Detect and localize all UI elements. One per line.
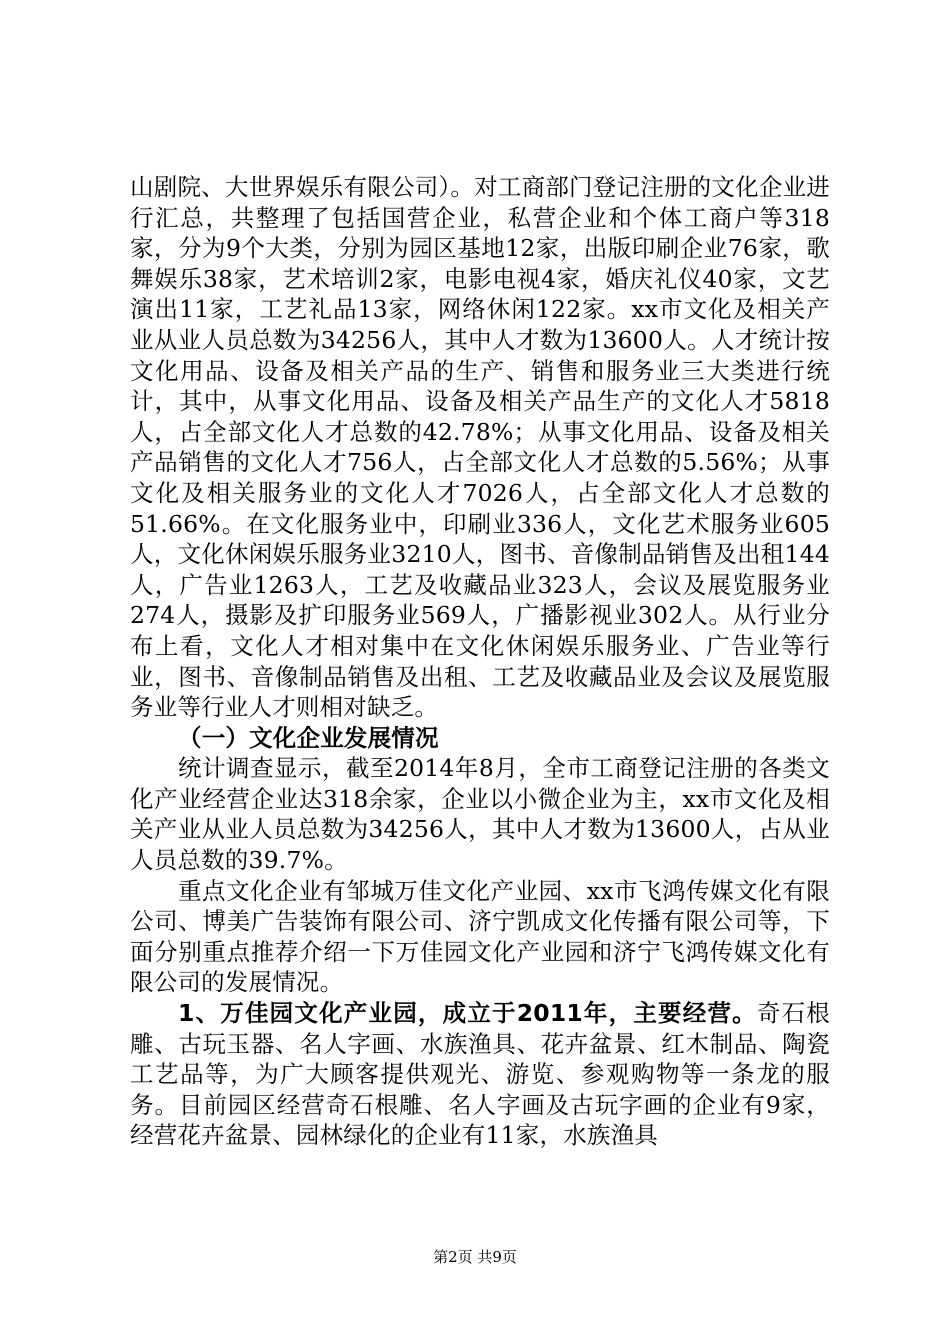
paragraph-key-enterprises: 重点文化企业有邹城万佳文化产业园、xx市飞鸿传媒文化有限公司、博美广告装饰有限公司、济宁凯成文化传播有限公司等，下面分别重点推荐介绍一下万佳园文化产业园和济宁飞鸿传媒文化有限公司的发展情况。 [130,876,830,997]
document-body [130,172,830,1151]
paragraph-wanjia-park [130,998,830,1151]
paragraph-enterprise-summary: 山剧院、大世界娱乐有限公司）。对工商部门登记注册的文化企业进行汇总，共整理了包括国营企业，私营企业和个体工商户等318家，分为9个大类，分别为园区基地12家，出版印刷企业76家，歌舞娱乐38家，艺术培训2家，电影电视4家，婚庆礼仪40家，文艺演出11家，工艺礼品13家，网络休闲122家。xx市文化及相关产业从业人员总数为34256人，其中人才数为13600人。人才统计按文化用品、设备及相关产品的生产、销售和服务业三大类进行统计，其中，从事文化用品、设备及相关产品生产的文化人才5818人，占全部文化人才总数的42.78%；从事文化用品、设备及相关产品销售的文化人才756人，占全部文化人才总数的5.56%；从事文化及相关服务业的文化人才7026人，占全部文化人才总数的51.66%。在文化服务业中，印刷业336人，文化艺术服务业605人，文化休闲娱乐服务业3210人，图书、音像制品销售及出租144人，广告业1263人，工艺及收藏品业323人，会议及展览服务业274人，摄影及扩印服务业569人，广播影视业302人。从行业分布上看，文化人才相对集中在文化休闲娱乐服务业、广告业等行业，图书、音像制品销售及出租、工艺及收藏品业及会议及展览服务业等行业人才则相对缺乏。 [130,173,830,722]
wanjia-park-lead: 1、万佳园文化产业园，成立于2011年，主要经营。 [178,999,757,1028]
section-heading-enterprise-development: （一）文化企业发展情况 [178,723,439,752]
page-footer: 第2页 共9页 [433,1248,517,1266]
paragraph-survey-statistics: 统计调查显示，截至2014年8月，全市工商登记注册的各类文化产业经营企业达318余家，企业以小微企业为主，xx市文化及相关产业从业人员总数为34256人，其中人才数为13600人，占从业人员总数的39.7%。 [130,754,830,875]
wanjia-park-description: 奇石根雕、古玩玉器、名人字画、水族渔具、花卉盆景、红木制品、陶瓷工艺品等，为广大顾客提供观光、游览、参观购物等一条龙的服务。目前园区经营奇石根雕、名人字画及古玩字画的企业有9家，经营花卉盆景、园林绿化的企业有11家，水族渔具 [130,999,830,1150]
